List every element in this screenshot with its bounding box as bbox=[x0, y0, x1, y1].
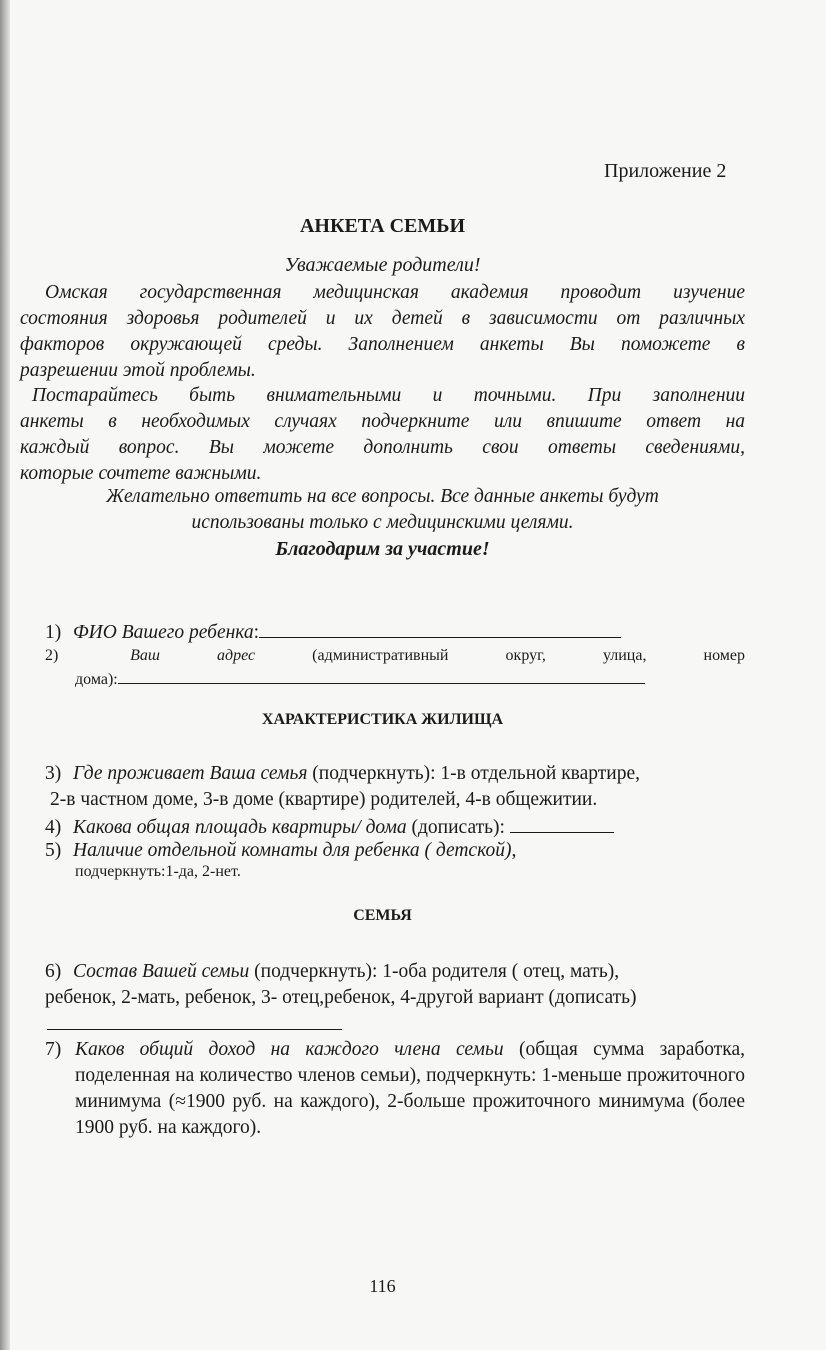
question-4 bbox=[45, 813, 614, 841]
page-title: АНКЕТА СЕМЬИ bbox=[299, 215, 466, 237]
intro-line: состояния здоровья родителей и их детей в зависимости от различных bbox=[20, 308, 745, 329]
question-text: (общая сумма заработка, поделенная на количество членов семьи), подчеркнуть: 1-меньше прожиточного минимума (≈1900 руб. на каждого), 2-больше прожиточного минимума (более 1900 руб. на каждого). bbox=[75, 1039, 745, 1138]
intro-line: разрешении этой проблемы. bbox=[20, 360, 256, 381]
address-word: (административный bbox=[312, 647, 449, 664]
question-7 bbox=[75, 1037, 745, 1141]
question-number: 1) bbox=[45, 622, 62, 643]
question-number: 4) bbox=[45, 817, 62, 838]
greeting: Уважаемые родители! bbox=[284, 254, 481, 276]
answer-blank[interactable] bbox=[47, 1029, 342, 1030]
question-number: 2) bbox=[45, 647, 59, 664]
thanks-line: Благодарим за участие! bbox=[275, 538, 490, 560]
intro-line: анкеты в необходимых случаях подчеркните или впишите ответ на bbox=[20, 411, 745, 432]
book-spine-shadow bbox=[0, 0, 10, 1350]
question-text: (подчеркнуть): 1-оба родителя ( отец, мать), bbox=[249, 961, 620, 982]
question-label: Каков общий доход на каждого члена семьи bbox=[75, 1039, 504, 1060]
appendix-label: Приложение 2 bbox=[604, 160, 727, 182]
question-3 bbox=[45, 761, 640, 787]
answer-blank[interactable] bbox=[510, 813, 614, 833]
question-text: дома): bbox=[75, 671, 118, 688]
wish-line: использованы только с медицинскими целями. bbox=[191, 512, 574, 533]
question-2-line2 bbox=[75, 667, 645, 689]
question-label: ФИО Вашего ребенка bbox=[73, 622, 254, 643]
intro-line: факторов окружающей среды. Заполнением анкеты Вы поможете в bbox=[20, 334, 745, 355]
question-1 bbox=[45, 618, 621, 646]
question-label: Состав Вашей семьи bbox=[73, 961, 250, 982]
question-text: , bbox=[511, 840, 517, 861]
question-5 bbox=[45, 838, 516, 864]
question-number: 6) bbox=[45, 961, 62, 982]
question-2 bbox=[45, 646, 745, 666]
question-3-line2: 2-в частном доме, 3-в доме (квартире) родителей, 4-в общежитии. bbox=[50, 789, 598, 810]
address-word: Ваш bbox=[130, 647, 160, 664]
address-word: номер bbox=[703, 647, 745, 664]
question-colon: : bbox=[253, 622, 260, 643]
section-heading-housing: ХАРАКТЕРИСТИКА ЖИЛИЩА bbox=[261, 711, 504, 728]
intro-line: Омская государственная медицинская академия проводит изучение bbox=[45, 282, 745, 303]
question-number: 5) bbox=[45, 840, 62, 861]
wish-line: Желательно ответить на все вопросы. Все данные анкеты будут bbox=[106, 486, 659, 507]
question-label: Какова общая площадь квартиры/ дома bbox=[73, 817, 407, 838]
question-number: 7) bbox=[45, 1039, 62, 1060]
address-word: улица, bbox=[602, 647, 647, 664]
question-text: (дописать): bbox=[406, 817, 510, 838]
answer-blank[interactable] bbox=[259, 618, 621, 638]
question-label: Наличие отдельной комнаты для ребенка ( детской) bbox=[73, 840, 512, 861]
question-6 bbox=[45, 959, 619, 985]
page-number: 116 bbox=[369, 1276, 396, 1296]
question-6-line2: ребенок, 2-мать, ребенок, 3- отец,ребенок, 4-другой вариант (дописать) bbox=[45, 987, 637, 1008]
question-label: Где проживает Ваша семья bbox=[73, 763, 308, 784]
intro-line: Постарайтесь быть внимательными и точными. При заполнении bbox=[32, 385, 745, 406]
address-word: адрес bbox=[216, 647, 256, 664]
section-heading-family: СЕМЬЯ bbox=[353, 907, 412, 924]
question-5-line2: подчеркнуть:1-да, 2-нет. bbox=[75, 863, 241, 880]
intro-line: каждый вопрос. Вы можете дополнить свои ответы сведениями, bbox=[20, 437, 745, 458]
intro-line: которые сочтете важными. bbox=[20, 463, 262, 484]
answer-blank[interactable] bbox=[118, 667, 645, 684]
address-word: округ, bbox=[505, 647, 546, 664]
question-number: 3) bbox=[45, 763, 62, 784]
question-text: (подчеркнуть): 1-в отдельной квартире, bbox=[307, 763, 640, 784]
